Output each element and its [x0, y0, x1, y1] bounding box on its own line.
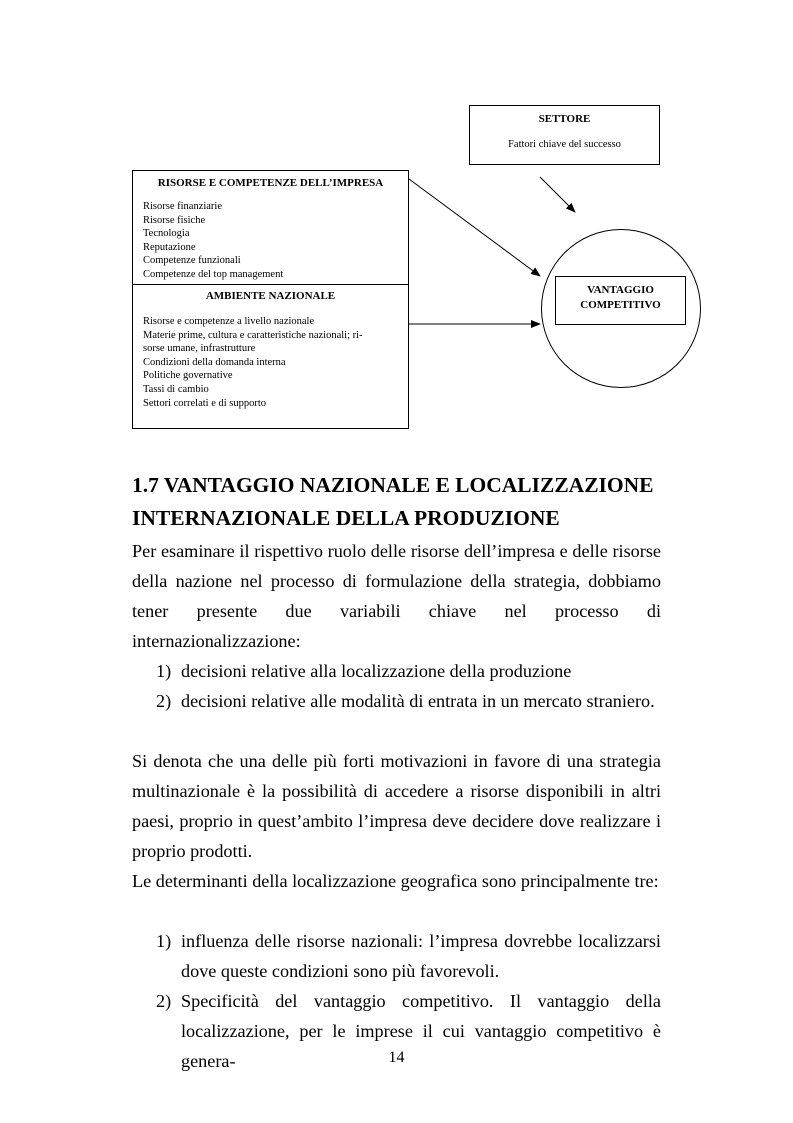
- list-text: influenza delle risorse nazionali: l’impresa dovrebbe localizzarsi dove queste condizioni sono più favorevoli.: [181, 931, 661, 981]
- settore-box: [469, 105, 660, 165]
- arrow-risorse-to-vantaggio: [409, 179, 540, 276]
- list-number: 2): [156, 991, 172, 1011]
- risorse-list: [143, 200, 408, 282]
- page-number: 14: [388, 1049, 405, 1066]
- ambiente-item: Risorse e competenze a livello nazionale: [143, 316, 315, 327]
- ambiente-list: [143, 315, 400, 410]
- list-number: 2): [156, 691, 172, 711]
- ambiente-item: Politiche governative: [143, 370, 233, 382]
- risorse-item: Competenze funzionali: [143, 255, 241, 267]
- ambiente-item: Condizioni della domanda interna: [143, 356, 286, 368]
- section-heading-line2: INTERNAZIONALE DELLA PRODUZIONE: [132, 506, 560, 530]
- list-item: [156, 656, 661, 686]
- settore-title: SETTORE: [538, 113, 591, 125]
- risorse-item: Risorse finanziarie: [143, 201, 223, 212]
- diagram: [0, 0, 793, 440]
- vantaggio-box: [555, 276, 686, 325]
- ambiente-item: sorse umane, infrastrutture: [143, 343, 256, 355]
- arrow-settore-to-vantaggio: [540, 177, 575, 212]
- ambiente-item: Tassi di cambio: [143, 383, 209, 395]
- paragraph-2: Si denota che una delle più forti motivazioni in favore di una strategia multinazionale è la possibilità di accedere a risorse disponibili in altri paesi, proprio in quest’ambito l’impresa deve decidere dove realizzare i proprio prodotti.: [132, 751, 661, 861]
- settore-subtitle: Fattori chiave del successo: [508, 139, 621, 150]
- list-text: decisioni relative alla localizzazione della produzione: [181, 661, 572, 681]
- paragraph-1: Per esaminare il rispettivo ruolo delle risorse dell’impresa e delle risorse della nazione nel processo di formulazione della strategia, dobbiamo tener presente due variabili chiave nel processo di internazionalizzazione:: [132, 541, 661, 651]
- paragraph-3: Le determinanti della localizzazione geografica sono principalmente tre:: [132, 871, 659, 891]
- list-item: [156, 986, 661, 1076]
- vantaggio-line1: VANTAGGIO: [587, 284, 654, 296]
- ambiente-title: AMBIENTE NAZIONALE: [205, 290, 336, 302]
- risorse-item: Reputazione: [143, 241, 196, 253]
- list-text: Specificità del vantaggio competitivo. Il vantaggio della localizzazione, per le imprese il cui vantaggio competitivo è genera-: [181, 991, 661, 1071]
- risorse-title: RISORSE E COMPETENZE DELL’IMPRESA: [157, 177, 384, 189]
- vantaggio-title: [556, 283, 685, 313]
- list-item: [156, 686, 661, 716]
- ambiente-item: Materie prime, cultura e caratteristiche nazionali; ri-: [143, 329, 363, 341]
- list-text: decisioni relative alle modalità di entrata in un mercato straniero.: [181, 691, 655, 711]
- vantaggio-line2: COMPETITIVO: [580, 299, 661, 311]
- list-number: 1): [156, 661, 172, 681]
- list-item: [156, 926, 661, 986]
- risorse-item: Tecnologia: [143, 228, 190, 240]
- risorse-item: Risorse fisiche: [143, 214, 206, 226]
- list-number: 1): [156, 931, 172, 951]
- ambiente-box: [132, 284, 409, 429]
- risorse-box: [132, 170, 409, 285]
- ambiente-item: Settori correlati e di supporto: [143, 397, 267, 409]
- section-heading: [132, 469, 664, 535]
- risorse-item: Competenze del top management: [143, 268, 284, 280]
- section-heading-line1: 1.7 VANTAGGIO NAZIONALE E LOCALIZZAZIONE: [132, 473, 654, 497]
